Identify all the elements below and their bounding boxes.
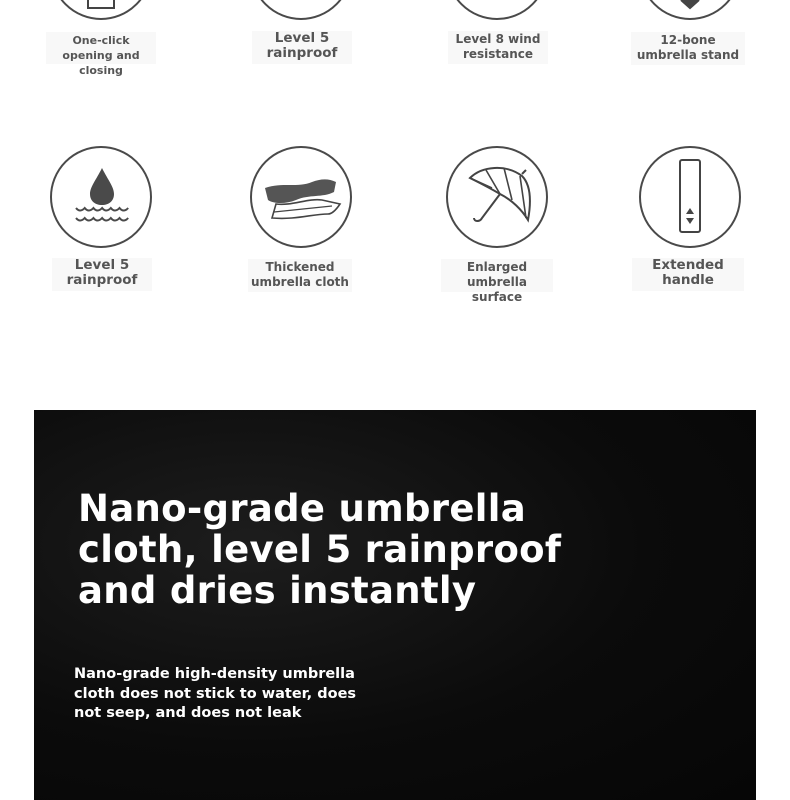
feature-caption-thickened: Thickened umbrella cloth: [248, 259, 352, 292]
feature-caption-extended-handle: Extended handle: [632, 258, 744, 291]
umbrella-icon: [446, 146, 548, 248]
wind-resistance-icon: [446, 0, 548, 20]
handle-icon: [639, 146, 741, 248]
feature-caption-wind: Level 8 wind resistance: [448, 31, 548, 64]
hero-body-text: Nano-grade high-density umbrella cloth does not stick to water, does not seep, and does not leak: [74, 666, 357, 721]
hero-banner: [34, 410, 756, 800]
umbrella-stand-icon: [639, 0, 741, 20]
rainproof-icon: [250, 0, 352, 20]
feature-caption-12-bone: 12-bone umbrella stand: [631, 32, 745, 65]
feature-caption-level5: Level 5 rainproof: [52, 258, 152, 291]
hero-title: Nano-grade umbrella cloth, level 5 rainproof and dries instantly: [78, 487, 562, 612]
cloth-layers-icon: [250, 146, 352, 248]
feature-caption-level5-top: Level 5 rainproof: [252, 31, 352, 64]
feature-caption-enlarged: Enlarged umbrella surface: [441, 259, 553, 292]
one-click-open-icon: [50, 0, 152, 20]
water-drop-icon: [50, 146, 152, 248]
feature-caption-one-click: One-click opening and closing: [46, 32, 156, 64]
